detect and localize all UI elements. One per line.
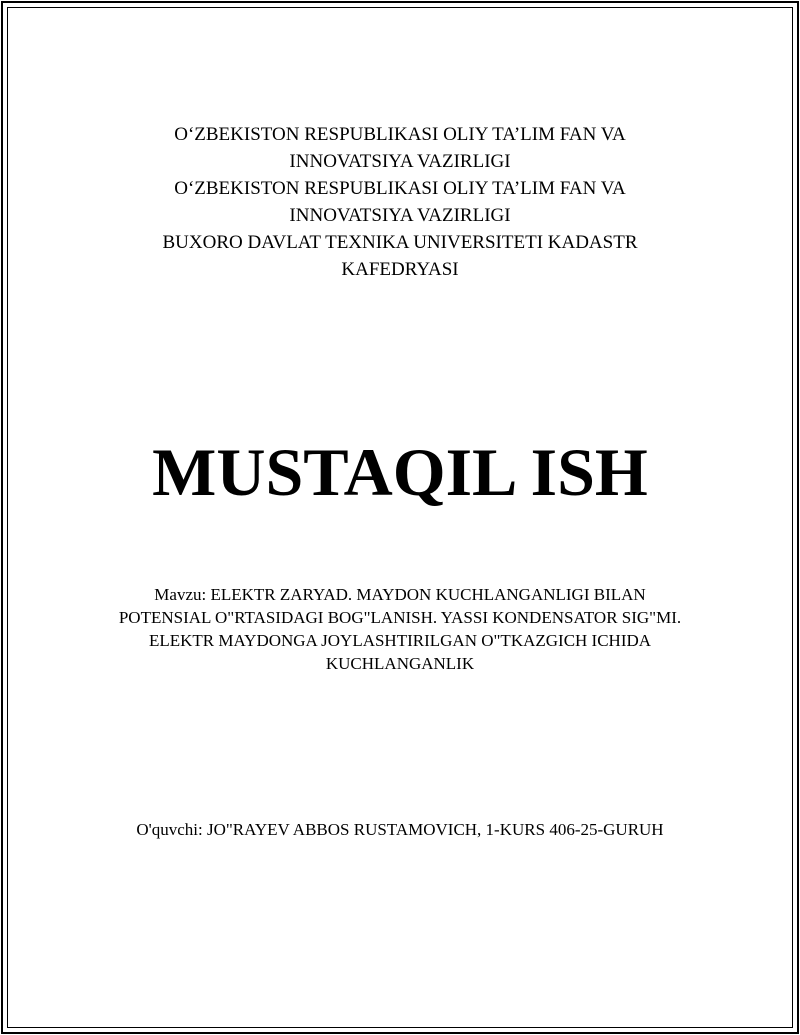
header-line: INNOVATSIYA VAZIRLIGI xyxy=(289,151,511,172)
header-line: KAFEDRYASI xyxy=(341,259,459,280)
header-line: O‘ZBEKISTON RESPUBLIKASI OLIY TA’LIM FAN VA xyxy=(174,124,626,145)
student-info: O'quvchi: JO"RAYEV ABBOS RUSTAMOVICH, 1-KURS 406-25-GURUH xyxy=(136,820,664,839)
topic-text: Mavzu: ELEKTR ZARYAD. MAYDON KUCHLANGANLIGI BILAN POTENSIAL O"RTASIDAGI BOG"LANISH. YASSI KONDENSATOR SIG"MI. ELEKTR MAYDONGA JOYLASHTIRILGAN O"TKAZGICH ICHIDA KUCHLANGANLIK xyxy=(118,585,682,673)
header-line: BUXORO DAVLAT TEXNIKA UNIVERSITETI KADASTR xyxy=(162,232,638,253)
document-title: MUSTAQIL ISH xyxy=(152,434,648,510)
header-line: INNOVATSIYA VAZIRLIGI xyxy=(289,205,511,226)
header-block xyxy=(100,121,700,283)
header-line: O‘ZBEKISTON RESPUBLIKASI OLIY TA’LIM FAN VA xyxy=(174,178,626,199)
